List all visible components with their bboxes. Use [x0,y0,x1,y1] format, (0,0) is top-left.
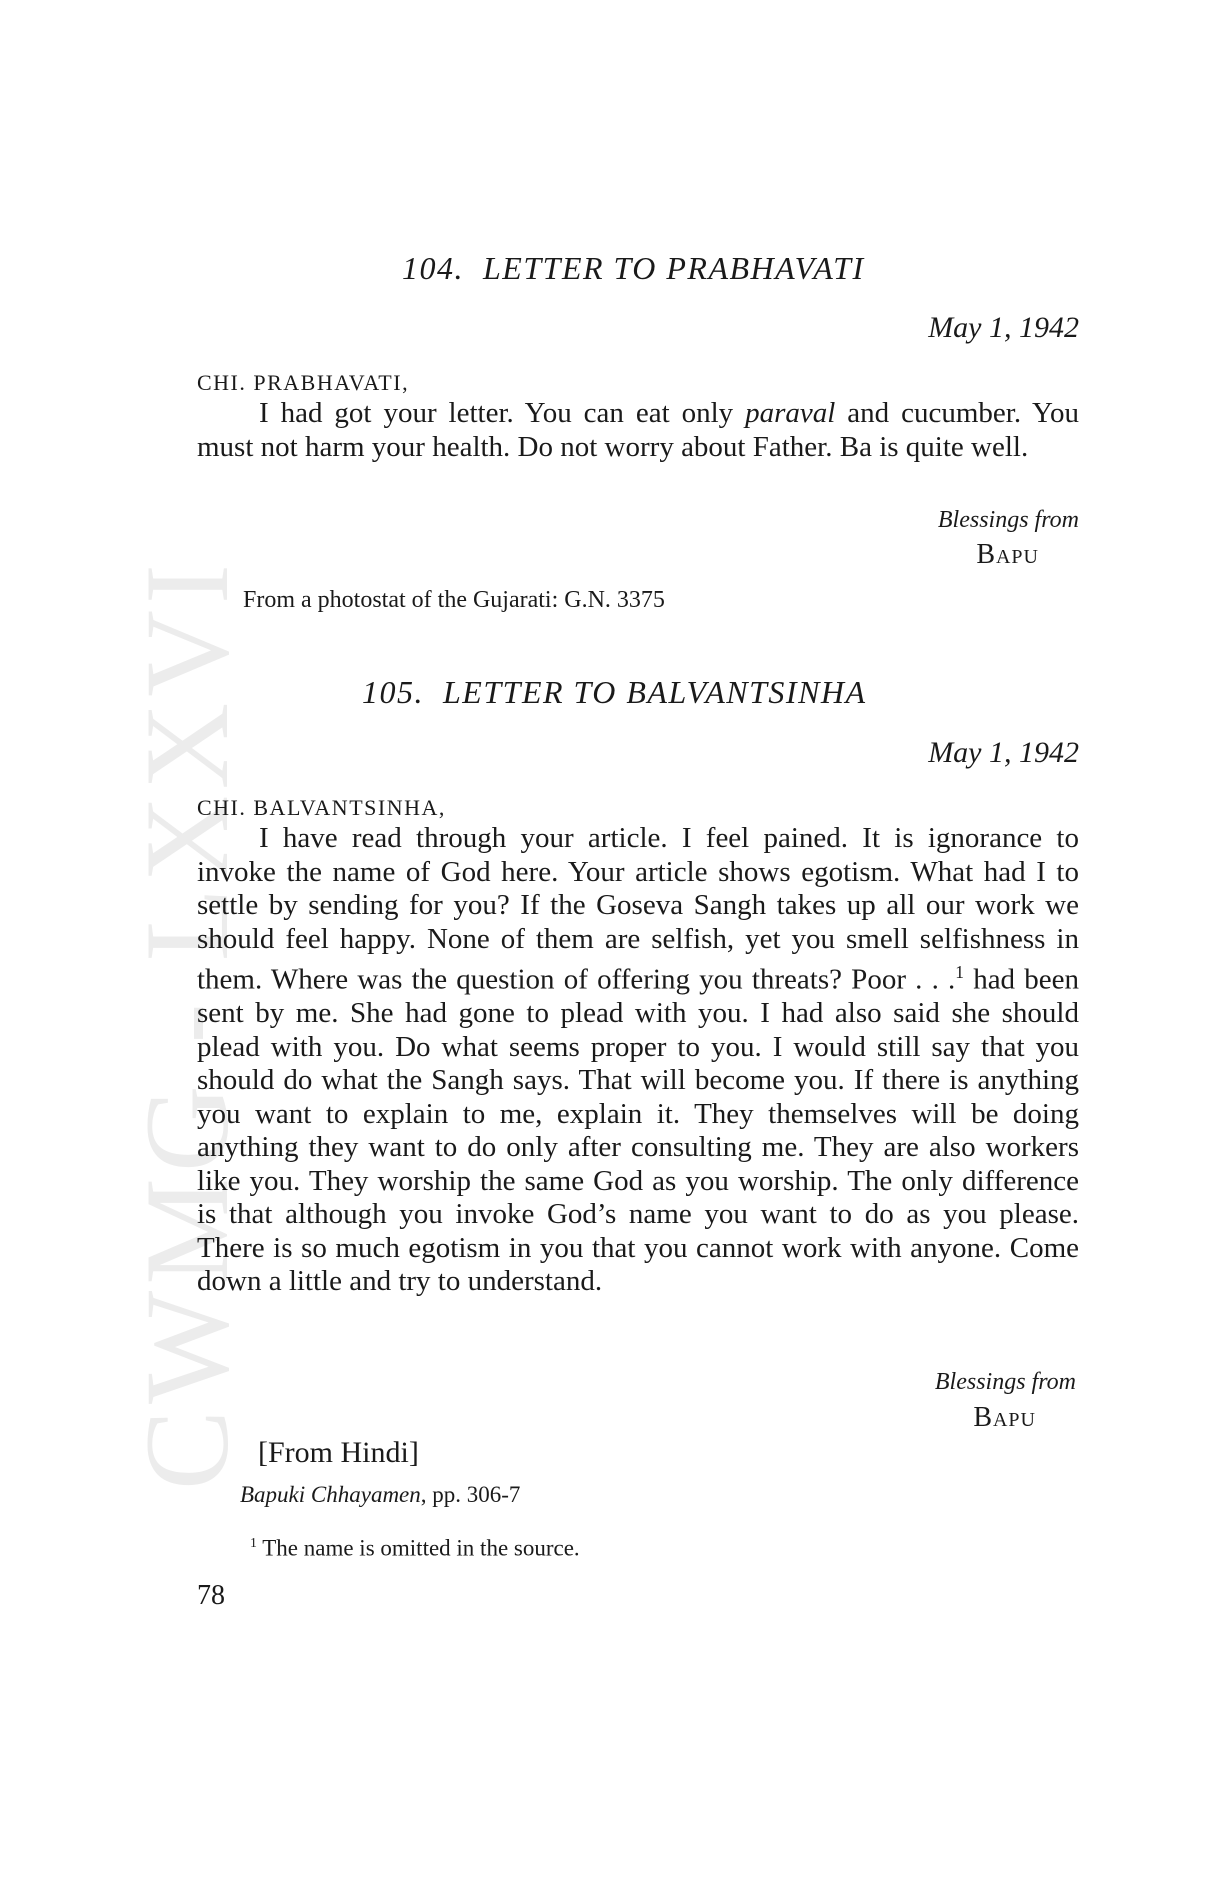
signature: Bapu [973,1402,1036,1433]
body-text-end: and cucumber. You must not harm your health. Do not worry about Father. Ba is quite well. [197,397,1079,463]
letter-heading [402,250,865,287]
body-text-part2: had been sent by me. She had gone to plead with you. I had also said she should plead with you. Do what seems proper to you. I would still say that you should do what the Sangh says. That will become you. If there is anything you want to explain to me, explain it. They themselves will be doing anything they want to do only after consulting me. They are also workers like you. They worship the same God as you worship. The only difference is that although you invoke God’s name you want to do as you please. There is so much egotism in you that you cannot work with anyone. Come down a little and try to understand. [197,963,1079,1298]
source-citation: From a photostat of the Gujarati: G.N. 3375 [243,587,665,613]
letter-number: 104. [402,250,464,286]
body-text-start: I had got your letter. You can eat only [259,397,746,429]
body-text-part1: I have read through your article. I feel pained. It is ignorance to invoke the name of God here. Your article shows egotism. What had I to settle by sending for you? If the Goseva Sangh takes up all our work we should feel happy. None of them are selfish, yet you smell selfishness in them. Where was the question of offering you threats? Poor . . . [197,822,1079,996]
footnote-marker: 1 [955,962,964,982]
salutation: CHI. BALVANTSINHA, [197,795,446,820]
letter-title: LETTER TO BALVANTSINHA [443,674,867,710]
letter-body [197,822,1079,1299]
letter-number: 105. [362,674,424,710]
blessings-from: Blessings from [937,507,1079,533]
letter-title: LETTER TO PRABHAVATI [483,250,865,286]
letter-body [197,397,1079,464]
footnote-number: 1 [250,1535,257,1550]
footnote [250,1535,580,1562]
source-title: Bapuki Chhayamen [240,1482,421,1507]
letter-heading [362,674,867,711]
letter-date: May 1, 1942 [928,311,1079,344]
source-pages: , pp. 306-7 [420,1482,521,1507]
watermark: CWMG - LXXVI [120,558,253,1490]
footnote-text: The name is omitted in the source. [256,1535,580,1561]
page-number: 78 [197,1580,225,1611]
blessings-from: Blessings from [934,1369,1076,1395]
source-citation [240,1482,520,1508]
language-note: [From Hindi] [258,1436,419,1469]
signature: Bapu [976,539,1039,570]
letter-date: May 1, 1942 [928,736,1079,769]
salutation: CHI. PRABHAVATI, [197,370,410,395]
body-italic-word: paraval [745,397,836,429]
